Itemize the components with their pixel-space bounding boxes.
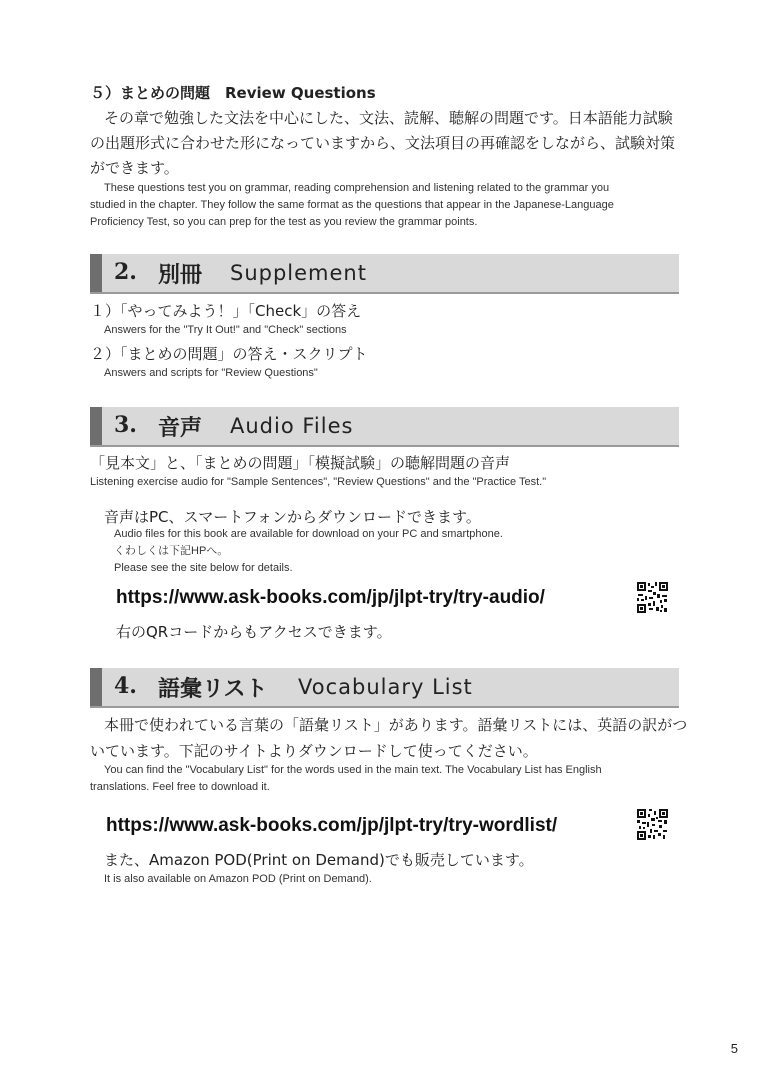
review-en-line-2: studied in the chapter. They follow the same format as the questions that appear in the Japanese-Language xyxy=(90,199,614,211)
audio-line-2: 音声はPC、スマートフォンからダウンロードできます。 xyxy=(104,508,481,526)
audio-qr-code[interactable] xyxy=(636,581,669,614)
vocab-jp-line-2: いています。下記のサイトよりダウンロードして使ってください。 xyxy=(90,742,538,760)
audio-line-3: くわしくは下記HPへ。 xyxy=(114,545,229,557)
review-jp-line-2: の出題形式に合わせた形になっていますから、文法項目の再確認をしながら、試験対策 xyxy=(90,134,676,152)
review-jp-line-3: ができます。 xyxy=(90,159,179,177)
section-number: 2. xyxy=(114,259,137,285)
page-number: 5 xyxy=(730,1041,738,1056)
qr-access-note: 右のQRコードからもアクセスできます。 xyxy=(116,623,392,641)
vocab-jp-line-1: 本冊で使われている言葉の「語彙リスト」があります。語彙リストには、英語の訳がつ xyxy=(104,716,688,734)
audio-download-link[interactable]: https://www.ask-books.com/jp/jlpt-try/try-audio/ xyxy=(116,587,545,608)
amazon-pod-note-en: It is also available on Amazon POD (Print on Demand). xyxy=(104,873,372,885)
section-jp-title: 別冊 xyxy=(158,263,203,288)
supplement-item-2: ２）「まとめの問題」の答え・スクリプト xyxy=(90,345,368,363)
section-en-title: Vocabulary List xyxy=(298,675,473,699)
review-en-line-1: These questions test you on grammar, reading comprehension and listening related to the grammar you xyxy=(104,182,610,194)
audio-line-1-en: Listening exercise audio for "Sample Sentences", "Review Questions" and the "Practice Test." xyxy=(90,476,547,488)
vocab-en-line-2: translations. Feel free to download it. xyxy=(90,781,270,793)
supplement-item-2-en: Answers and scripts for "Review Questions" xyxy=(104,367,318,379)
amazon-pod-note: また、Amazon POD(Print on Demand)でも販売しています。 xyxy=(104,851,534,869)
section-jp-title: 音声 xyxy=(158,416,203,441)
section-en-title: Audio Files xyxy=(230,414,354,438)
vocab-en-line-1: You can find the "Vocabulary List" for the words used in the main text. The Vocabulary List has English xyxy=(104,764,602,776)
header-accent-bar xyxy=(90,668,102,706)
section-4-header xyxy=(90,668,679,708)
supplement-item-1-en: Answers for the "Try It Out!" and "Check" sections xyxy=(104,324,347,336)
audio-line-2-en: Audio files for this book are available for download on your PC and smartphone. xyxy=(114,528,503,540)
wordlist-qr-code[interactable] xyxy=(636,808,669,841)
section-2-header xyxy=(90,254,679,294)
supplement-item-1: １）「やってみよう！」「Check」の答え xyxy=(90,302,362,320)
audio-line-3-en: Please see the site below for details. xyxy=(114,562,293,574)
review-questions-heading: ５）まとめの問題 Review Questions xyxy=(90,84,376,102)
section-3-header xyxy=(90,407,679,447)
section-jp-title: 語彙リスト xyxy=(158,677,268,702)
wordlist-download-link[interactable]: https://www.ask-books.com/jp/jlpt-try/try-wordlist/ xyxy=(106,815,558,836)
header-accent-bar xyxy=(90,254,102,292)
section-en-title: Supplement xyxy=(230,261,367,285)
header-accent-bar xyxy=(90,407,102,445)
audio-line-1: 「見本文」と、「まとめの問題」「模擬試験」の聴解問題の音声 xyxy=(90,454,511,472)
section-number: 3. xyxy=(114,412,137,438)
review-en-line-3: Proficiency Test, so you can prep for the test as you review the grammar points. xyxy=(90,216,478,228)
section-number: 4. xyxy=(114,673,137,699)
review-jp-line-1: その章で勉強した文法を中心にした、文法、読解、聴解の問題です。日本語能力試験 xyxy=(104,109,673,127)
